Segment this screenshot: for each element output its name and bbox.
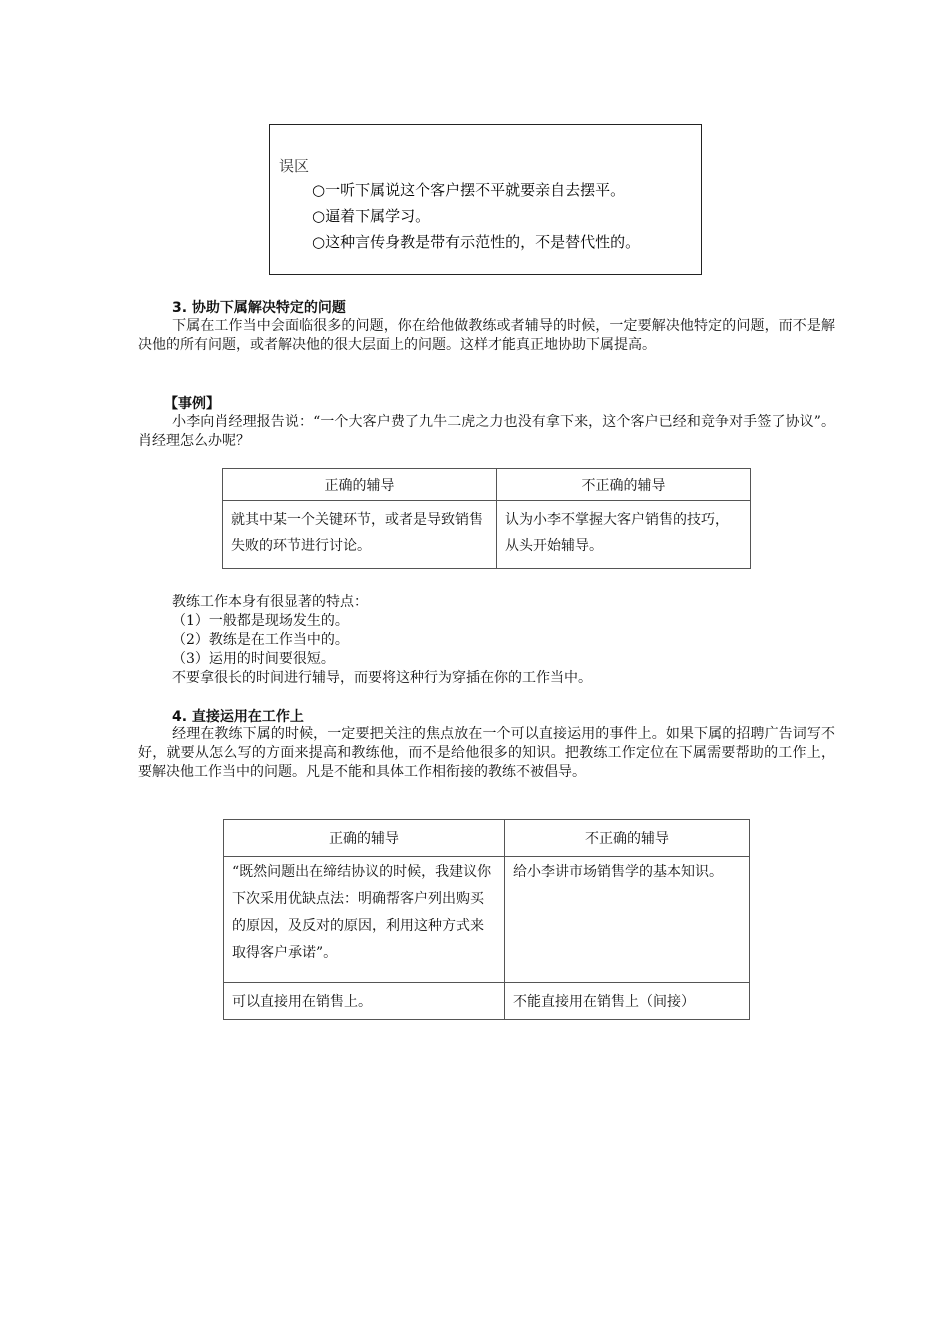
table1-cell: 就其中某一个关键环节，或者是导致销售失败的环节进行讨论。	[223, 501, 497, 569]
feature-item: （2）教练是在工作当中的。	[172, 632, 349, 648]
table2-cell: 给小李讲市场销售学的基本知识。	[505, 857, 750, 983]
misconception-item: ○逼着下属学习。	[312, 207, 431, 225]
table2-cell: 不能直接用在销售上（间接）	[505, 983, 750, 1020]
table2-header-incorrect: 不正确的辅导	[505, 820, 750, 857]
table2-header-correct: 正确的辅导	[224, 820, 505, 857]
feature-item: （1）一般都是现场发生的。	[172, 613, 349, 629]
comparison-table-1	[222, 468, 751, 569]
table1-cell: 认为小李不掌握大客户销售的技巧，从头开始辅导。	[497, 501, 751, 569]
misconceptions-title: 误区	[279, 157, 310, 175]
section3-paragraph	[138, 317, 835, 355]
section4-heading: 4. 直接运用在工作上	[172, 709, 304, 725]
table1-header-incorrect: 不正确的辅导	[497, 469, 751, 501]
comparison-table-2	[223, 819, 750, 1020]
misconceptions-box	[269, 124, 702, 275]
features-conclusion: 不要拿很长的时间进行辅导，而要将这种行为穿插在你的工作当中。	[172, 670, 592, 686]
section4-paragraph-text: 经理在教练下属的时候，一定要把关注的焦点放在一个可以直接运用的事件上。如果下属的招聘广告词写不好，就要从怎么写的方面来提高和教练他，而不是给他很多的知识。把教练工作定位在下属需要帮助的工作上，要解决他工作当中的问题。凡是不能和具体工作相衔接的教练不被倡导。	[138, 726, 835, 780]
misconception-item: ○一听下属说这个客户摆不平就要亲自去摆平。	[312, 181, 626, 199]
misconception-item: ○这种言传身教是带有示范性的，不是替代性的。	[312, 233, 641, 251]
case-text	[138, 413, 835, 451]
section3-heading: 3. 协助下属解决特定的问题	[172, 300, 346, 316]
table2-cell: “既然问题出在缔结协议的时候，我建议你下次采用优缺点法：明确帮客户列出购买的原因，及反对的原因，利用这种方式来取得客户承诺”。	[224, 857, 505, 983]
features-intro: 教练工作本身有很显著的特点：	[172, 594, 368, 610]
feature-item: （3）运用的时间要很短。	[172, 651, 335, 667]
case-label: 【事例】	[164, 396, 220, 412]
table1-header-correct: 正确的辅导	[223, 469, 497, 501]
table2-cell: 可以直接用在销售上。	[224, 983, 505, 1020]
case-text-content: 小李向肖经理报告说：“一个大客户费了九牛二虎之力也没有拿下来，这个客户已经和竞争对手签了协议”。肖经理怎么办呢？	[138, 414, 835, 449]
section4-paragraph	[138, 725, 835, 782]
section3-paragraph-text: 下属在工作当中会面临很多的问题，你在给他做教练或者辅导的时候，一定要解决他特定的问题，而不是解决他的所有问题，或者解决他的很大层面上的问题。这样才能真正地协助下属提高。	[138, 318, 835, 353]
